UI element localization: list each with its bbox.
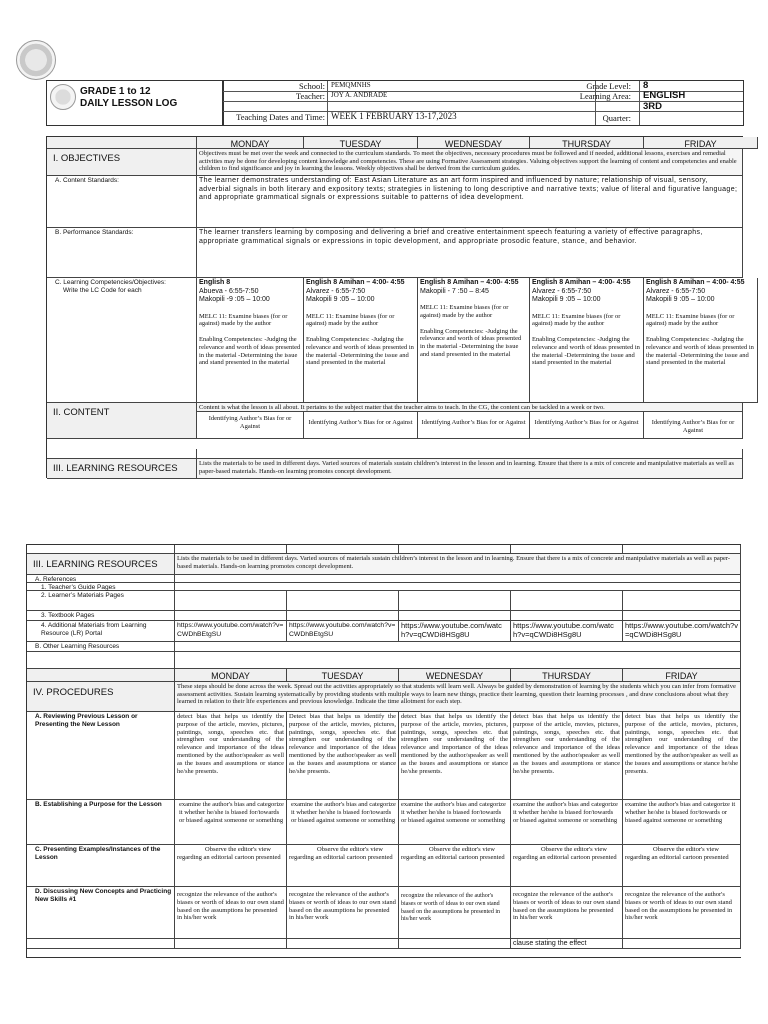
proc-c-tuesday: Observe the editor's view regarding an editorial cartoon presented	[287, 845, 399, 887]
content-thursday: Identifying Author’s Bias for or Against	[530, 412, 644, 439]
objectives-desc: Objectives must be met over the week and connected to the curriculum standards. To meet the objectives, necessary procedures must be followed and if needed, additional lessons, exercises and remedial activities may be done for developing content knowledge and competencies. These are using Formative Assessment strategies. Valuing objectives support the learning of content and competencies and enable children to find significance and joy in learning the lessons. Weekly objectives shall be derived from the curriculum guides.	[197, 149, 743, 176]
competency-wednesday: English 8 Amihan – 4:00- 4:55 Makopili - 7 :50 – 8:45 MELC 11: Examine biases (for or against) made by the author Enabling Competencies: -Judging the relevance and worth of ideas presented in the material -Determining the issue and stand presented in the material	[418, 278, 530, 403]
proc-b-thursday: examine the author's bias and categorize it whether he/she is biased for/towards or biased against someone or something	[511, 800, 623, 845]
content-friday: Identifying Author’s Bias for or Against	[644, 412, 743, 439]
content-standards-text: The learner demonstrates understanding of: East Asian Literature as an art form inspired and influenced by nature; relationship of visual, sensory, adverbial signals in both literary and expository texts; strategies in listening to long descriptive and narrative texts; value of literal and figurative language; and appropriate grammatical signals or expressions suitable to patterns of idea development.	[197, 176, 743, 228]
proc-b-friday: examine the author's bias and categorize it whether he/she is biased for/towards or biased against someone or something	[623, 800, 741, 845]
proc-d-friday: recognize the relevance of the author's biases or worth of ideas to our own stand based on the assumptions he presented in his/her work	[623, 887, 741, 939]
teachers-guide-label: 1. Teacher’s Guide Pages	[27, 583, 175, 591]
lr-link-tuesday[interactable]: https://www.youtube.com/watch?v=CWDhBEtgSU	[287, 621, 399, 642]
quarter-label: Quarter:	[602, 113, 631, 123]
content-monday: Identifying Author’s Bias for or Against	[197, 412, 304, 439]
day-thursday: THURSDAY	[530, 137, 644, 149]
proc-day-monday: MONDAY	[175, 669, 287, 682]
proc-a-label: A. Reviewing Previous Lesson or Presenting the New Lesson	[27, 712, 175, 800]
header-info-table	[222, 80, 744, 126]
resources-desc-top: Lists the materials to be used in different days. Varied sources of materials sustain children’s interest in the lesson and in learning. Ensure that there is a mix of concrete and manipulative materials as well as paper-based materials. Hands-on learning promotes concept development.	[197, 459, 743, 479]
area-label: Learning Area:	[579, 91, 631, 101]
resources-title-top: III. LEARNING RESOURCES	[47, 459, 197, 479]
lr-link-wednesday[interactable]: https://www.youtube.com/watch?v=qCWDi8HSg8U	[399, 621, 511, 642]
day-tuesday: TUESDAY	[304, 137, 418, 149]
content-title: II. CONTENT	[47, 403, 197, 439]
procedures-desc: These steps should be done across the week. Spread out the activities appropriately so that students will learn well. Always be guided by demonstration of learning by the students which you can infer from formative assessment activities. Sustain learning systematically by providing students with multiple ways to learn new things, practice their learning, question their learning processes , and draw conclusions about what they learned in relation to their life experiences and previous knowledge. Indicate the time allotment for each step.	[175, 682, 741, 712]
proc-b-monday: examine the author's bias and categorize it whether he/she is biased for/towards or biased against someone or something	[175, 800, 287, 845]
proc-c-label: C. Presenting Examples/Instances of the Lesson	[27, 845, 175, 887]
proc-d-monday: recognize the relevance of the author's biases or worth of ideas to our own stand based on the assumptions he presented in his/her work	[175, 887, 287, 939]
proc-day-friday: FRIDAY	[623, 669, 741, 682]
proc-a-wednesday: detect bias that helps us identify the purpose of the article, movies, pictures, paintings, songs, speeches etc. that strengthen our understanding of the relevance and importance of the ideas mentioned by the author/speaker as well as the issues and assumptions or stance he/she presents.	[399, 712, 511, 800]
lr-link-friday[interactable]: https://www.youtube.com/watch?v=qCWDi8HSg8U	[623, 621, 741, 642]
resources-title: III. LEARNING RESOURCES	[27, 554, 175, 575]
proc-e-thursday: clause stating the effect	[511, 939, 623, 949]
school-label: School:	[299, 81, 325, 91]
other-resources-label: B. Other Learning Resources	[27, 642, 175, 652]
proc-c-thursday: Observe the editor's view regarding an editorial cartoon presented	[511, 845, 623, 887]
area-value: ENGLISH	[643, 90, 686, 101]
competency-tuesday: English 8 Amihan – 4:00- 4:55 Alvarez - 6:55-7:50 Makopili 9 :05 – 10:00 MELC 11: Examine biases (for or against) made by the author Enabling Competencies: -Judging the relevance and worth of ideas presented in the material -Determining the issue and stand presented in the material	[304, 278, 418, 403]
day-friday: FRIDAY	[644, 137, 758, 149]
proc-day-tuesday: TUESDAY	[287, 669, 399, 682]
grade-label: Grade Level:	[586, 81, 631, 91]
quarter-value: 3RD	[643, 101, 663, 112]
proc-d-thursday: recognize the relevance of the author's biases or worth of ideas to our own stand based on the assumptions he presented in his/her work	[511, 887, 623, 939]
deped-seal-icon	[16, 40, 56, 80]
textbook-pages-label: 3. Textbook Pages	[27, 611, 175, 621]
proc-d-tuesday: recognize the relevance of the author's biases or worth of ideas to our own stand based on the assumptions he presented in his/her work	[287, 887, 399, 939]
proc-b-wednesday: examine the author's bias and categorize it whether he/she is biased for/towards or biased against someone or something	[399, 800, 511, 845]
proc-c-wednesday: Observe the editor's view regarding an editorial cartoon presented	[399, 845, 511, 887]
competency-monday: English 8 Abueva - 6:55-7:50 Makopili -9 :05 – 10:00 MELC 11: Examine biases (for or against) made by the author Enabling Competencies: -Judging the relevance and worth of ideas presented in the material -Determining the issue and stand presented in the material	[197, 278, 304, 403]
day-wednesday: WEDNESDAY	[418, 137, 530, 149]
lr-link-thursday[interactable]: https://www.youtube.com/watch?v=qCWDi8HSg8U	[511, 621, 623, 642]
resources-desc: Lists the materials to be used in different days. Varied sources of materials sustain children’s interest in the lesson and in learning. Ensure that there is a mix of concrete and manipulative materials as well as paper-based materials. Hands-on learning promotes concept development.	[175, 554, 741, 575]
lr-link-monday[interactable]: https://www.youtube.com/watch?v=CWDhBEtgSU	[175, 621, 287, 642]
objectives-title: I. OBJECTIVES	[47, 149, 197, 176]
performance-standards-label: B. Performance Standards:	[47, 228, 197, 278]
content-tuesday: Identifying Author’s Bias for or Against	[304, 412, 418, 439]
proc-day-wednesday: WEDNESDAY	[399, 669, 511, 682]
school-value: PEMQMNHS	[331, 81, 371, 89]
procedures-title: IV. PROCEDURES	[27, 682, 175, 712]
day-monday: MONDAY	[197, 137, 304, 149]
resources-procedures-table	[26, 544, 741, 958]
proc-b-tuesday: examine the author's bias and categorize it whether he/she is biased for/towards or biased against someone or something	[287, 800, 399, 845]
proc-c-friday: Observe the editor's view regarding an editorial cartoon presented	[623, 845, 741, 887]
competencies-label: C. Learning Competencies/Objectives: Write the LC Code for each	[47, 278, 197, 403]
proc-a-monday: detect bias that helps us identify the purpose of the article, movies, pictures, paintings, songs, speeches etc. that strengthen our understanding of the relevance and importance of the ideas mentioned by the author/speaker as well as the issues and assumptions or stance he/she presents.	[175, 712, 287, 800]
performance-standards-text: The learner transfers learning by composing and delivering a brief and creative entertainment speech featuring a variety of effective paragraphs, appropriate grammatical signals or expressions in topic development, and appropriate prosodic feature, stance, and behavior.	[197, 228, 743, 278]
additional-materials-label: 4. Additional Materials from Learning Resource (LR) Portal	[27, 621, 175, 642]
proc-a-tuesday: Detect bias that helps us identify the purpose of the article, movies, pictures, paintings, songs, speeches etc. that strengthen our understanding of the relevance and importance of the ideas mentioned by the author/speaker as well as the issues and assumptions or stance he/she presents.	[287, 712, 399, 800]
proc-d-wednesday: recognize the relevance of the author's biases or worth of ideas to our own stand based on the assumptions he presented in his/her work	[399, 887, 511, 939]
content-standards-label: A. Content Standards:	[47, 176, 197, 228]
content-desc: Content is what the lesson is all about. It pertains to the subject matter that the teacher aims to teach. In the CG, the content can be tackled in a week or two.	[197, 403, 743, 412]
content-wednesday: Identifying Author’s Bias for or Against	[418, 412, 530, 439]
competency-friday: English 8 Amihan – 4:00- 4:55 Alvarez - 6:55-7:50 Makopili 9 :05 – 10:00 MELC 11: Examine biases (for or against) made by the author Enabling Competencies: -Judging the relevance and worth of ideas presented in the material -Determining the issue and stand presented in the material	[644, 278, 758, 403]
proc-c-monday: Observe the editor's view regarding an editorial cartoon presented	[175, 845, 287, 887]
proc-d-label: D. Discussing New Concepts and Practicing New Skills #1	[27, 887, 175, 939]
dates-label: Teaching Dates and Time:	[236, 112, 325, 122]
proc-a-friday: detect bias that helps us identify the purpose of the article, movies, pictures, paintings, songs, speeches etc. that strengthen our understanding of the relevance and importance of the ideas mentioned by the author/speaker as well as the issues and assumptions or stance he/she presents.	[623, 712, 741, 800]
references-label: A. References	[27, 575, 175, 583]
proc-b-label: B. Establishing a Purpose for the Lesson	[27, 800, 175, 845]
learners-materials-label: 2. Learner’s Materials Pages	[27, 591, 175, 611]
dates-value: WEEK 1 FEBRUARY 13-17,2023	[331, 111, 457, 121]
doc-title: GRADE 1 to 12 DAILY LESSON LOG	[80, 86, 178, 109]
proc-day-thursday: THURSDAY	[511, 669, 623, 682]
competency-thursday: English 8 Amihan – 4:00- 4:55 Alvarez - 6:55-7:50 Makopili 9 :05 – 10:00 MELC 11: Examine biases (for or against) made by the author Enabling Competencies: -Judging the relevance and worth of ideas presented in the material -Determining the issue and stand presented in the material	[530, 278, 644, 403]
proc-a-thursday: detect bias that helps us identify the purpose of the article, movies, pictures, paintings, songs, speeches etc. that strengthen our understanding of the relevance and importance of the ideas mentioned by the author/speaker as well as the issues and assumptions or stance he/she presents.	[511, 712, 623, 800]
teacher-value: JOY A. ANDRADE	[331, 91, 388, 99]
grade-value: 8	[643, 80, 649, 91]
objectives-table	[46, 136, 754, 478]
teacher-label: Teacher:	[295, 91, 325, 101]
